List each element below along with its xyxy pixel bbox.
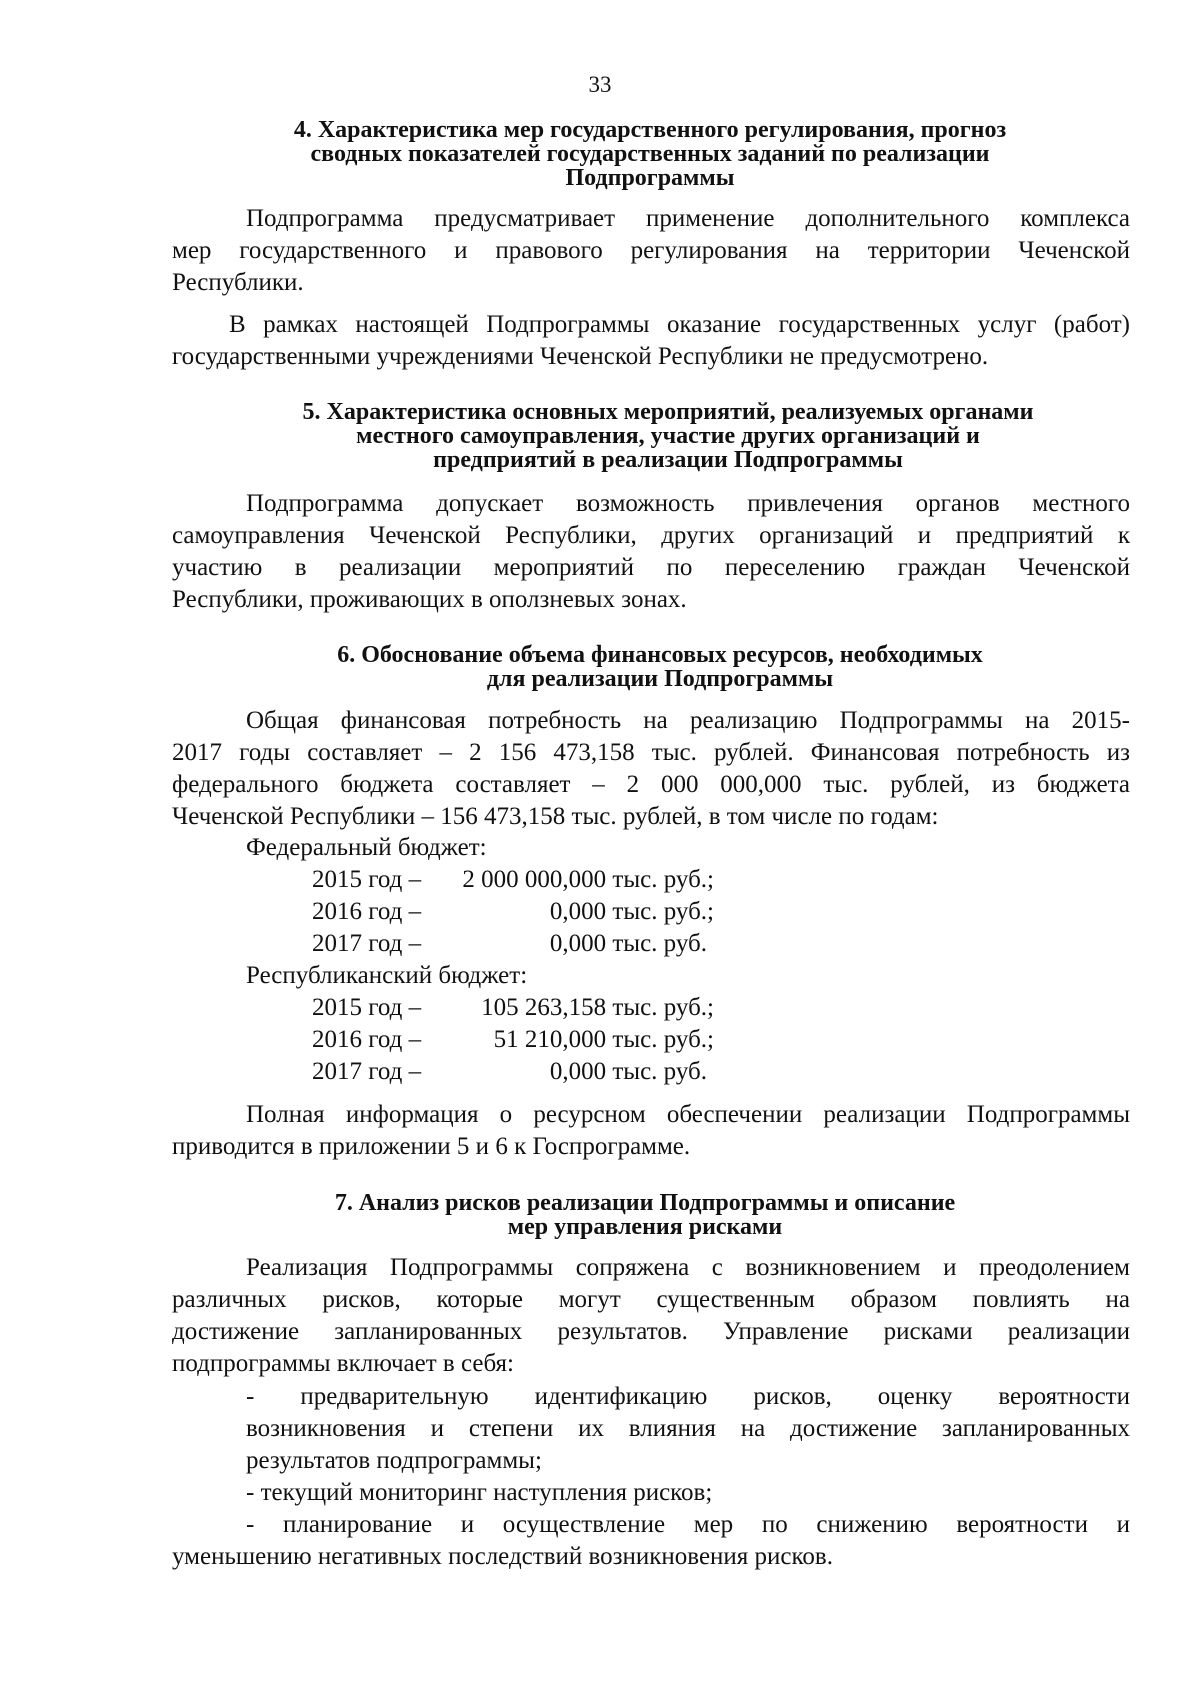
section-6-paragraph-2 <box>172 1099 1130 1163</box>
section-5-paragraph-1 <box>172 488 1130 616</box>
amount-value: 51 210,000 тыс. руб.; <box>493 1026 714 1053</box>
text-line: различных рисков, которые могут существенным образом повлиять на <box>172 1286 1130 1313</box>
page-number: 33 <box>588 72 612 97</box>
risk-bullet-2: - текущий мониторинг наступления рисков; <box>246 1479 713 1506</box>
text-line: участию в реализации мероприятий по переселению граждан Чеченской <box>172 554 1130 581</box>
text-line: уменьшению негативных последствий возникновения рисков. <box>172 1543 833 1570</box>
heading-line: 7. Анализ рисков реализации Подпрограммы и описание <box>334 1190 956 1216</box>
section-7-paragraph-1 <box>172 1252 1130 1380</box>
heading-line: мер управления рисками <box>507 1214 783 1240</box>
text-line: государственными учреждениями Чеченской Республики не предусмотрено. <box>172 343 989 370</box>
amount-value: 0,000 тыс. руб. <box>549 1058 707 1085</box>
year-label: 2016 год – <box>312 1026 422 1053</box>
amount-value: 2 000 000,000 тыс. руб.; <box>462 866 714 893</box>
heading-line: предприятий в реализации Подпрограммы <box>433 447 903 473</box>
text-line: достижение запланированных результатов. Управление рисками реализации <box>172 1318 1130 1345</box>
heading-line: для реализации Подпрограммы <box>486 666 834 692</box>
section-4-paragraph-2 <box>172 309 1130 373</box>
text-line: - предварительную идентификацию рисков, оценку вероятности <box>246 1383 1130 1410</box>
section-4-paragraph-1 <box>172 203 1130 299</box>
text-line: Реализация Подпрограммы сопряжена с возникновением и преодолением <box>246 1254 1130 1281</box>
heading-line: 5. Характеристика основных мероприятий, реализуемых органами <box>302 399 1034 425</box>
text-line: Республики, проживающих в оползневых зонах. <box>172 586 687 613</box>
text-line: - планирование и осуществление мер по снижению вероятности и <box>246 1511 1130 1538</box>
heading-line: Подпрограммы <box>565 165 735 191</box>
text-line: Общая финансовая потребность на реализацию Подпрограммы на 2015- <box>246 707 1130 734</box>
risk-bullet-1 <box>246 1381 1130 1477</box>
text-line: Полная информация о ресурсном обеспечении реализации Подпрограммы <box>246 1101 1130 1128</box>
text-line: приводится в приложении 5 и 6 к Госпрограмме. <box>172 1133 691 1160</box>
text-line: Подпрограмма допускает возможность привлечения органов местного <box>246 490 1130 517</box>
section-7-heading <box>270 1191 1020 1239</box>
text-line: федерального бюджета составляет – 2 000 000,000 тыс. рублей, из бюджета <box>172 771 1130 798</box>
amount-value: 0,000 тыс. руб. <box>549 930 707 957</box>
republic-budget-label: Республиканский бюджет: <box>246 962 528 989</box>
amount-value: 0,000 тыс. руб.; <box>549 898 714 925</box>
year-label: 2017 год – <box>312 1058 422 1085</box>
federal-budget-label: Федеральный бюджет: <box>246 834 487 861</box>
text-line: Подпрограмма предусматривает применение дополнительного комплекса <box>246 205 1130 232</box>
text-line: самоуправления Чеченской Республики, других организаций и предприятий к <box>172 522 1130 549</box>
year-label: 2015 год – <box>312 994 422 1021</box>
text-line: Республики. <box>172 269 304 296</box>
text-line: результатов подпрограммы; <box>246 1447 542 1474</box>
text-line: В рамках настоящей Подпрограммы оказание государственных услуг (работ) <box>229 311 1130 338</box>
heading-line: 4. Характеристика мер государственного регулирования, прогноз <box>293 117 1007 143</box>
heading-line: местного самоуправления, участие других организаций и <box>356 423 980 449</box>
section-6-paragraph-1 <box>172 705 1130 833</box>
heading-line: сводных показателей государственных заданий по реализации <box>310 141 990 167</box>
amount-value: 105 263,158 тыс. руб.; <box>481 994 714 1021</box>
section-5-heading <box>228 400 1108 472</box>
year-label: 2015 год – <box>312 866 422 893</box>
year-label: 2017 год – <box>312 930 422 957</box>
year-label: 2016 год – <box>312 898 422 925</box>
text-line: подпрограммы включает в себя: <box>172 1350 514 1377</box>
section-6-heading <box>280 643 1040 691</box>
text-line: 2017 годы составляет – 2 156 473,158 тыс. рублей. Финансовая потребность из <box>172 739 1130 766</box>
text-line: Чеченской Республики – 156 473,158 тыс. рублей, в том числе по годам: <box>172 803 939 830</box>
text-line: мер государственного и правового регулирования на территории Чеченской <box>172 237 1130 264</box>
risk-bullet-3 <box>172 1509 1130 1573</box>
section-4-heading <box>170 118 1130 190</box>
heading-line: 6. Обоснование объема финансовых ресурсов, необходимых <box>337 642 983 668</box>
text-line: возникновения и степени их влияния на достижение запланированных <box>246 1415 1130 1442</box>
